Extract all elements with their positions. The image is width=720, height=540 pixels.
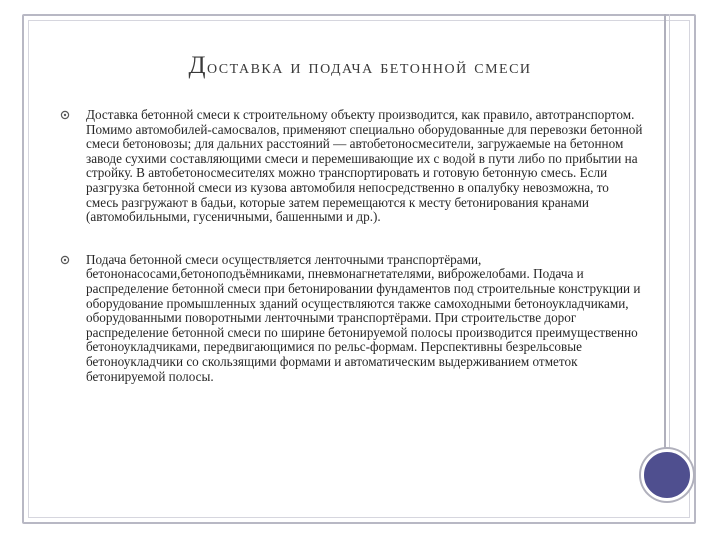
- title-first-letter: Д: [188, 52, 207, 79]
- bullet-text: Подача бетонной смеси осуществляется ленточными транспортёрами, бетононасосами,бетоноподъёмниками, пневмонагнетателями, виброжелобами. Подача и распределение бетонной смеси при бетонировании фундаментов под строительные конструкции и оборудование промышленных зданий осуществляются также самоходными бетоноукладчиками, оборудованными поворотными ленточными транспортёрами. При строительстве дорог распределение бетонной смеси по ширине бетонируемой полосы производится преимущественно бетоноукладчиками, передвигающимися по рельс-формам. Перспективны безрельсовые бетоноукладчики со скользящими формами и автоматическим выдерживанием отметок бетонируемой полосы.: [86, 251, 641, 384]
- bullet-text: Доставка бетонной смеси к строительному объекту производится, как правило, автотранспортом. Помимо автомобилей-самосвалов, применяют специально оборудованные для перевозки бетонной смеси бетоновозы; для дальних расстояний — автобетоносмесители, загружаемые на бетонном заводе сухими составляющими смеси и перемешивающие их с водой в пути либо по прибытии на стройку. В автобетоносмесителях можно транспортировать и готовую бетонную смесь. Если разгрузка бетонной смеси из кузова автомобиля непосредственно в опалубку невозможна, то смесь разгружают в бадьи, которые затем перемещаются к месту бетонирования кранами (автомобильными, гусеничными, башенными и др.).: [86, 107, 643, 225]
- hollow-circle-bullet-icon: [60, 110, 70, 120]
- title-rest: оставка и подача бетонной смеси: [207, 56, 532, 78]
- hollow-circle-bullet-icon: [60, 255, 70, 265]
- slide-content: [54, 108, 644, 384]
- bullet-item: [54, 253, 644, 384]
- bullet-item: [54, 108, 644, 225]
- slide-title: [0, 52, 720, 80]
- decorative-circle-icon: [641, 449, 693, 501]
